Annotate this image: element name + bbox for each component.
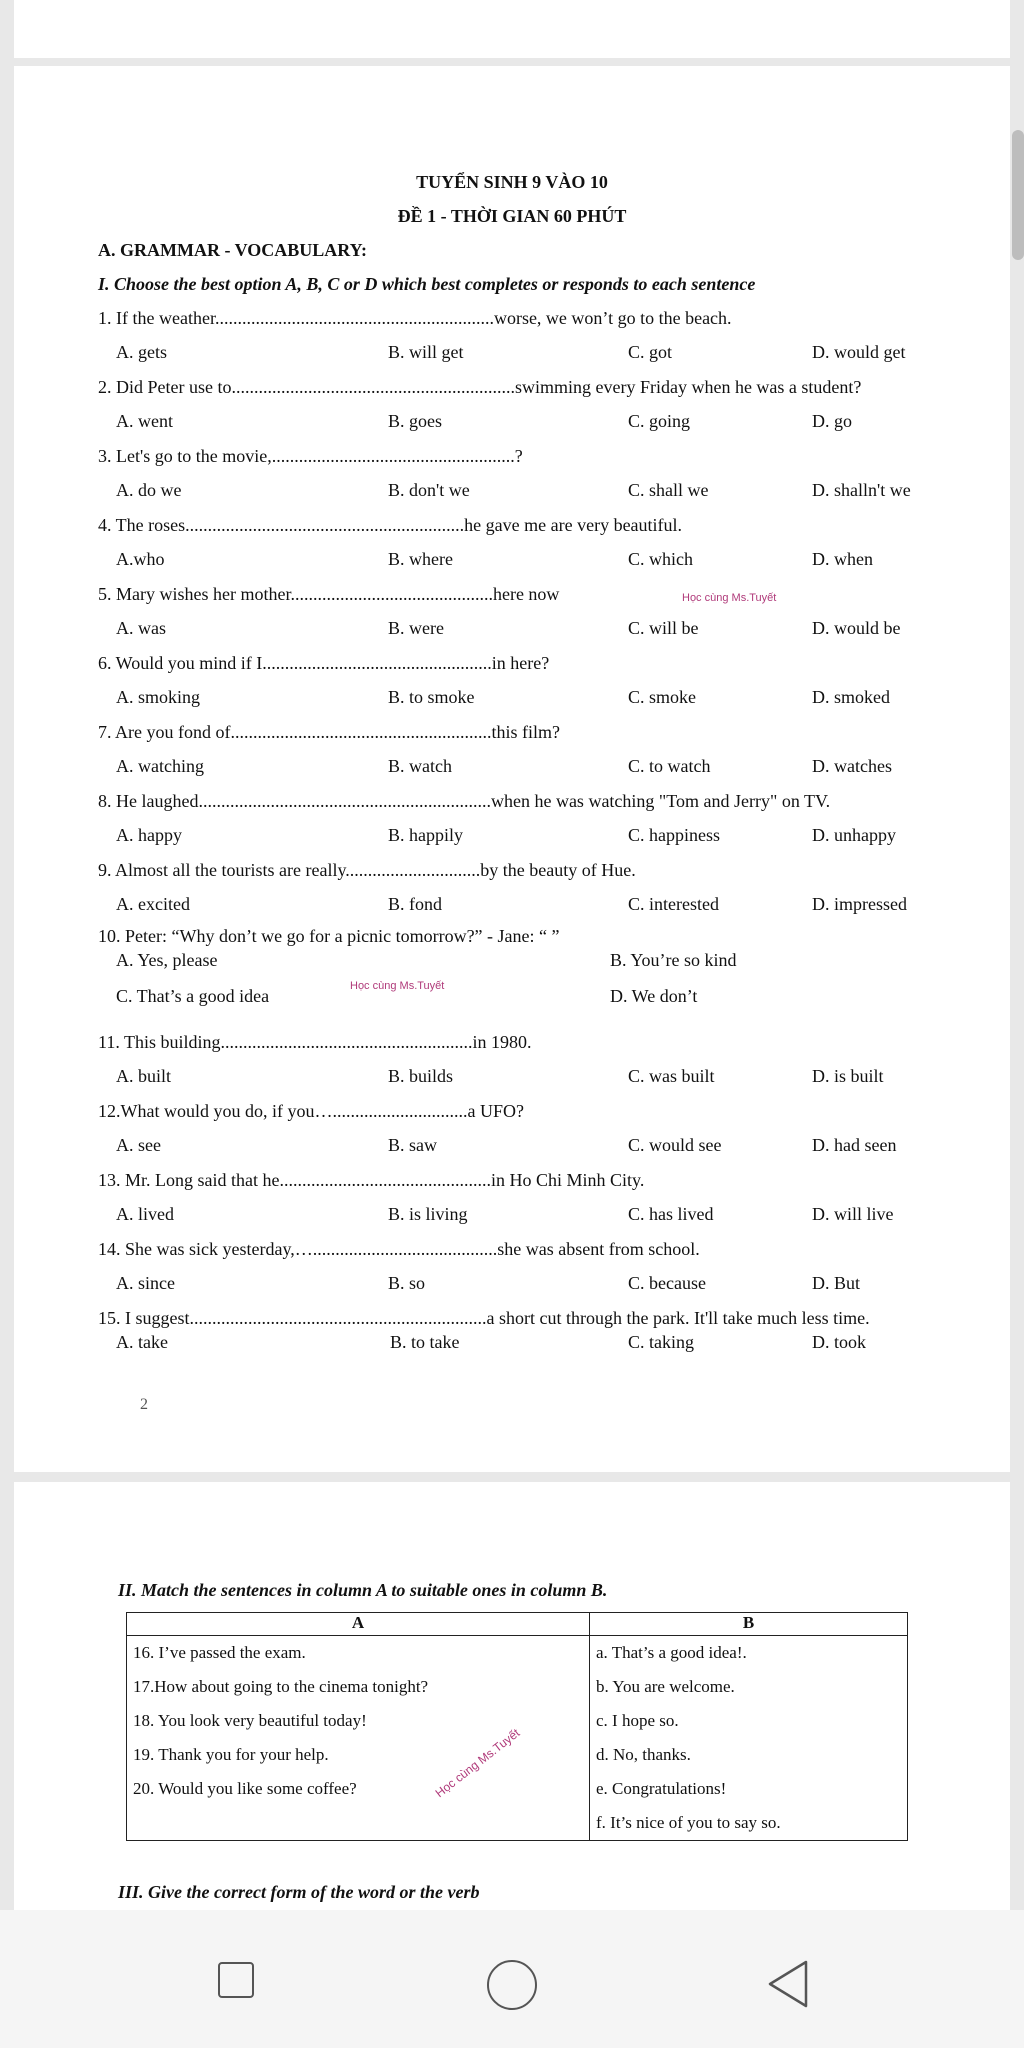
exam-subtitle: ĐỀ 1 - THỜI GIAN 60 PHÚT <box>397 206 627 226</box>
part-1-instruction: I. Choose the best option A, B, C or D which best completes or responds to each sentence <box>98 274 756 294</box>
option: A. do we <box>116 480 182 500</box>
table-row <box>127 1670 908 1704</box>
option: C. taking <box>628 1332 694 1352</box>
question-stem: 1. If the weather..............................................................worse, we won’t go to the beach. <box>98 308 732 328</box>
option: D. would be <box>812 618 901 638</box>
option: C. interested <box>628 894 719 914</box>
option: C. got <box>628 342 673 362</box>
option: B. saw <box>388 1135 437 1155</box>
scrollbar[interactable] <box>1012 130 1024 260</box>
question-stem: 2. Did Peter use to...............................................................swimming every Friday when he was a student? <box>98 377 862 397</box>
question-stem: 7. Are you fond of..........................................................this film? <box>98 722 560 742</box>
watermark-text: Học cùng Ms.Tuyết <box>350 980 445 992</box>
question-stem: 14. She was sick yesterday,….........................................she was absent from school. <box>98 1239 700 1259</box>
question-stem: 12.What would you do, if you…..............................a UFO? <box>98 1101 524 1121</box>
option: B. will get <box>388 342 464 362</box>
option: B. where <box>388 549 453 569</box>
option: B. happily <box>388 825 463 845</box>
option: B. builds <box>388 1066 454 1086</box>
option: B. fond <box>388 894 442 914</box>
option: D. go <box>812 411 852 431</box>
option: B. to take <box>390 1332 460 1352</box>
question-stem: 8. He laughed.................................................................when he was watching "Tom and Jerry" on TV. <box>98 791 831 811</box>
option: D. We don’t <box>610 986 698 1006</box>
column-b-header: B <box>590 1613 908 1636</box>
option: A. lived <box>116 1204 174 1224</box>
option: D. is built <box>812 1066 884 1086</box>
option: A.who <box>116 549 165 569</box>
question-stem: 11. This building........................................................in 1980. <box>98 1032 532 1052</box>
option: C. That’s a good idea <box>116 986 270 1006</box>
question-stem: 10. Peter: “Why don’t we go for a picnic tomorrow?” - Jane: “ ” <box>98 926 560 946</box>
back-icon[interactable] <box>766 1958 810 2010</box>
option: C. was built <box>628 1066 715 1086</box>
option: C. has lived <box>628 1204 714 1224</box>
column-a-cell <box>127 1806 590 1841</box>
option: B. don't we <box>388 480 470 500</box>
matching-table <box>126 1612 908 1841</box>
option: D. had seen <box>812 1135 897 1155</box>
option: A. since <box>116 1273 175 1293</box>
option: A. take <box>116 1332 168 1352</box>
part-3-instruction: III. Give the correct form of the word or the verb <box>118 1882 480 1902</box>
column-a-cell: 17.How about going to the cinema tonight? <box>127 1670 590 1704</box>
previous-page-fragment <box>14 0 1010 58</box>
option: B. were <box>388 618 444 638</box>
option: B. is living <box>388 1204 468 1224</box>
column-b-cell: c. I hope so. <box>590 1704 908 1738</box>
option: C. which <box>628 549 693 569</box>
part-2-instruction: II. Match the sentences in column A to suitable ones in column B. <box>118 1580 608 1600</box>
option: D. took <box>812 1332 866 1352</box>
question-stem: 15. I suggest..................................................................a short cut through the park. It'll take much less time. <box>98 1308 870 1328</box>
option: C. smoke <box>628 687 697 707</box>
option: B. to smoke <box>388 687 475 707</box>
option: A. happy <box>116 825 182 845</box>
option: D. smoked <box>812 687 890 707</box>
option: B. You’re so kind <box>610 950 737 970</box>
option: D. will live <box>812 1204 894 1224</box>
option: A. gets <box>116 342 167 362</box>
option: D. shalln't we <box>812 480 911 500</box>
question-stem: 3. Let's go to the movie,......................................................? <box>98 446 523 466</box>
system-navigation-bar <box>0 1910 1024 2048</box>
exam-title: TUYỂN SINH 9 VÀO 10 <box>416 172 608 192</box>
table-row <box>127 1636 908 1671</box>
column-b-cell: b. You are welcome. <box>590 1670 908 1704</box>
question-stem: 13. Mr. Long said that he...............................................in Ho Chi Minh City. <box>98 1170 645 1190</box>
option: B. goes <box>388 411 442 431</box>
option: C. would see <box>628 1135 722 1155</box>
section-a-heading: A. GRAMMAR - VOCABULARY: <box>98 240 367 260</box>
option: D. would get <box>812 342 906 362</box>
watermark-text: Học cùng Ms.Tuyết <box>682 592 777 604</box>
column-a-cell: 20. Would you like some coffee? <box>127 1772 590 1806</box>
option: C. to watch <box>628 756 711 776</box>
option: A. excited <box>116 894 190 914</box>
option: D. impressed <box>812 894 907 914</box>
option: B. so <box>388 1273 426 1293</box>
column-a-header: A <box>127 1613 590 1636</box>
column-b-cell: a. That’s a good idea!. <box>590 1636 908 1671</box>
option: C. happiness <box>628 825 720 845</box>
option: C. going <box>628 411 691 431</box>
option: C. shall we <box>628 480 709 500</box>
option: A. see <box>116 1135 161 1155</box>
column-a-cell: 16. I’ve passed the exam. <box>127 1636 590 1671</box>
table-row <box>127 1738 908 1772</box>
option: D. But <box>812 1273 861 1293</box>
option: D. unhappy <box>812 825 896 845</box>
option: A. was <box>116 618 166 638</box>
question-stem: 9. Almost all the tourists are really..............................by the beauty of Hue. <box>98 860 636 880</box>
option: C. because <box>628 1273 706 1293</box>
option: D. watches <box>812 756 892 776</box>
column-b-cell: e. Congratulations! <box>590 1772 908 1806</box>
recent-apps-icon[interactable] <box>218 1962 254 1998</box>
table-row <box>127 1806 908 1841</box>
page-number: 2 <box>140 1396 148 1413</box>
column-b-cell: d. No, thanks. <box>590 1738 908 1772</box>
question-stem: 5. Mary wishes her mother.............................................here now <box>98 584 560 604</box>
option: B. watch <box>388 756 452 776</box>
option: C. will be <box>628 618 699 638</box>
option: A. built <box>116 1066 172 1086</box>
table-row <box>127 1772 908 1806</box>
column-b-cell: f. It’s nice of you to say so. <box>590 1806 908 1841</box>
option: A. Yes, please <box>116 950 218 970</box>
question-stem: 4. The roses..............................................................he gave me are very beautiful. <box>98 515 683 535</box>
watermark-text: Học cùng Ms.Tuyết <box>432 1725 523 1801</box>
option: A. went <box>116 411 173 431</box>
option: A. smoking <box>116 687 201 707</box>
home-icon[interactable] <box>487 1960 537 2010</box>
option: D. when <box>812 549 873 569</box>
column-a-cell: 18. You look very beautiful today! <box>127 1704 590 1738</box>
question-stem: 6. Would you mind if I...................................................in here? <box>98 653 550 673</box>
column-a-cell: 19. Thank you for your help. <box>127 1738 590 1772</box>
option: A. watching <box>116 756 204 776</box>
